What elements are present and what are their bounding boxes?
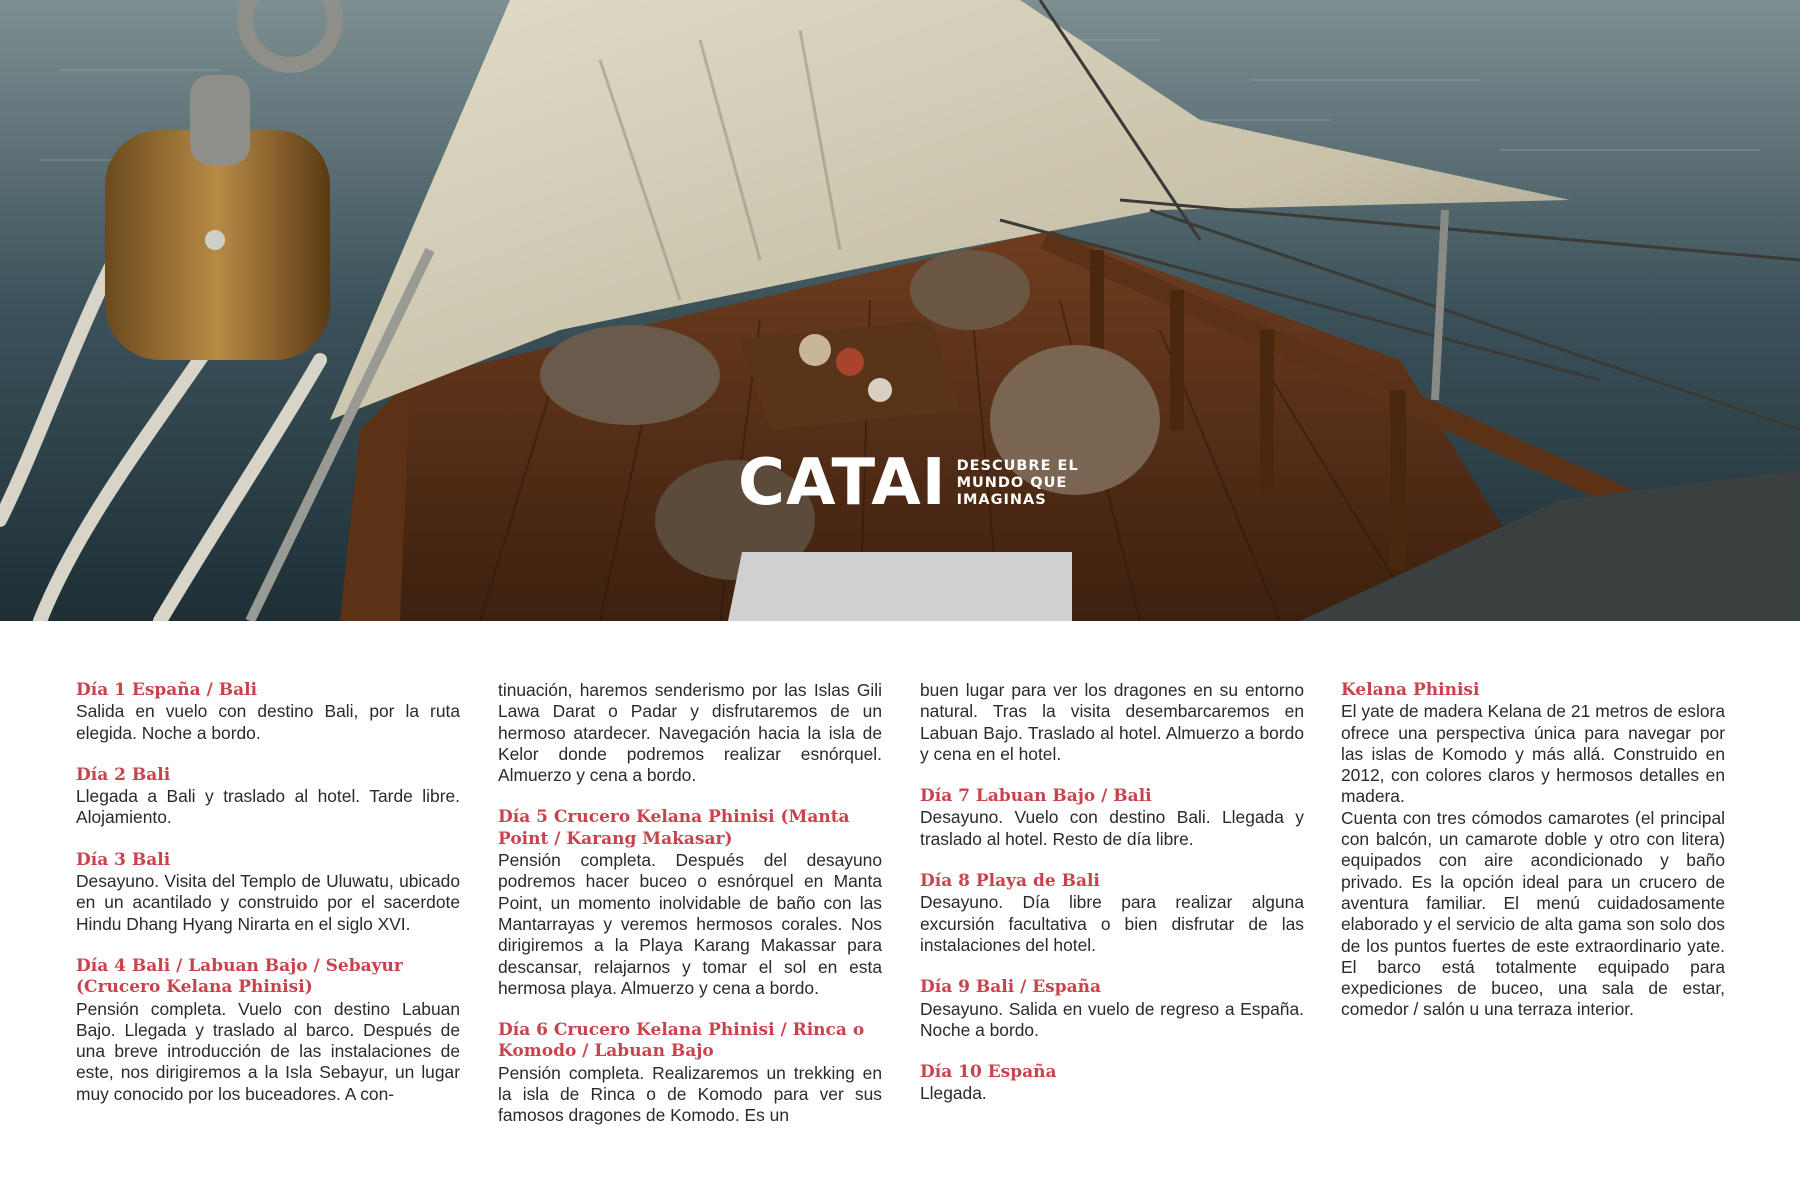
day-text: Salida en vuelo con destino Bali, por la ruta elegida. Noche a bordo.	[76, 701, 460, 743]
day-text: Pensión completa. Después del desayuno podremos hacer buceo o esnórquel en Manta Point, un momento inolvidable de baño con las Mantarrayas y veremos hermosos corales. Nos dirigiremos a la Playa Karang Makassar para descansar, relajarnos y tomar el sol en esta hermosa playa. Almuerzo y cena a bordo.	[498, 850, 882, 998]
day-7	[920, 786, 1304, 850]
day-title: Día 1 España / Bali	[76, 680, 258, 700]
day-text: Pensión completa. Realizaremos un trekking en la isla de Rinca o de Komodo para ver sus famosos dragones de Komodo. Es un	[498, 1062, 882, 1126]
day-8	[920, 871, 1304, 956]
day-2	[76, 765, 460, 829]
day-text: Llegada.	[920, 1083, 987, 1104]
day-title: Día 3 Bali	[76, 849, 171, 870]
column-3	[920, 680, 1304, 1126]
day-3	[76, 850, 460, 935]
tagline-line-2: MUNDO QUE	[956, 474, 1068, 491]
logo-tagline	[957, 458, 1079, 509]
day-text: Llegada a Bali y traslado al hotel. Tarde libre. Alojamiento.	[76, 786, 460, 828]
day-title: Día 10 España	[920, 1062, 1057, 1083]
day-10	[920, 1062, 1304, 1105]
day-9	[920, 977, 1304, 1041]
boat-section	[1341, 680, 1725, 1021]
day-title: Día 4 Bali / Labuan Bajo / Sebayur (Crucero Kelana Phinisi)	[76, 955, 403, 998]
day-1	[76, 680, 460, 744]
day-text: buen lugar para ver los dragones en su entorno natural. Tras la visita desembarcaremos en Labuan Bajo. Traslado al hotel. Almuerzo a bordo y cena en el hotel.	[920, 680, 1304, 764]
day-title: Día 7 Labuan Bajo / Bali	[920, 786, 1152, 807]
day-title: Día 8 Playa de Bali	[920, 871, 1100, 892]
grey-tab	[728, 552, 1072, 621]
day-title: Día 9 Bali / España	[920, 977, 1102, 998]
day-6	[498, 1020, 882, 1126]
day-text: Desayuno. Salida en vuelo de regreso a España. Noche a bordo.	[920, 998, 1304, 1040]
boat-title: Kelana Phinisi	[1341, 680, 1480, 700]
boat-paragraph-1: El yate de madera Kelana de 21 metros de eslora ofrece una perspectiva única para navegar por las islas de Komodo y más allá. Construido en 2012, con colores claros y hermosos detalles en madera.	[1341, 701, 1725, 807]
day-text: Desayuno. Visita del Templo de Uluwatu, ubicado en un acantilado y construido por el sacerdote Hindu Dhang Hyang Nirarta en el siglo XVI.	[76, 871, 460, 934]
column-4-boat-description	[1341, 680, 1725, 1042]
column-1	[76, 680, 460, 1126]
boat-paragraph-2: Cuenta con tres cómodos camarotes (el principal con balcón, un camarote doble y otro con litera) equipados con aire acondicionado y baño privado. Es la opción ideal para un crucero de aventura familiar. El menú cuidadosamente elaborado y el servicio de alta gama son solo dos de los puntos fuertes de este extraordinario yate. El barco está totalmente equipado para expediciones de buceo, una sala de estar, comedor / salón u una terraza interior.	[1341, 807, 1725, 1020]
itinerary-columns	[0, 680, 1800, 1180]
tagline-line-1: DESCUBRE EL	[956, 457, 1079, 474]
logo-wordmark: CATAI	[738, 446, 947, 520]
day-text: Desayuno. Vuelo con destino Bali. Llegada y traslado al hotel. Resto de día libre.	[920, 807, 1304, 849]
day-4-continued	[498, 680, 882, 786]
day-4	[76, 956, 460, 1105]
day-6-continued	[920, 680, 1304, 765]
column-2	[498, 680, 882, 1148]
day-text: Pensión completa. Vuelo con destino Labuan Bajo. Llegada y traslado al barco. Después de una breve introducción de las instalaciones de este, nos dirigiremos a la Isla Sebayur, un lugar muy conocido por los buceadores. A con-	[76, 998, 460, 1104]
day-text: tinuación, haremos senderismo por las Islas Gili Lawa Darat o Padar y disfrutaremos de un hermoso atardecer. Navegación hacia la isla de Kelor donde podremos realizar esnórquel. Almuerzo y cena a bordo.	[498, 680, 882, 786]
day-title: Día 5 Crucero Kelana Phinisi (Manta Point / Karang Makasar)	[498, 807, 850, 849]
day-5	[498, 807, 882, 999]
tagline-line-3: IMAGINAS	[956, 491, 1047, 508]
catai-logo	[738, 448, 1079, 518]
day-title: Día 2 Bali	[76, 764, 171, 785]
day-text: Desayuno. Día libre para realizar alguna excursión facultativa o bien disfrutar de las instalaciones del hotel.	[920, 892, 1304, 955]
day-title: Día 6 Crucero Kelana Phinisi / Rinca o Komodo / Labuan Bajo	[498, 1020, 865, 1062]
